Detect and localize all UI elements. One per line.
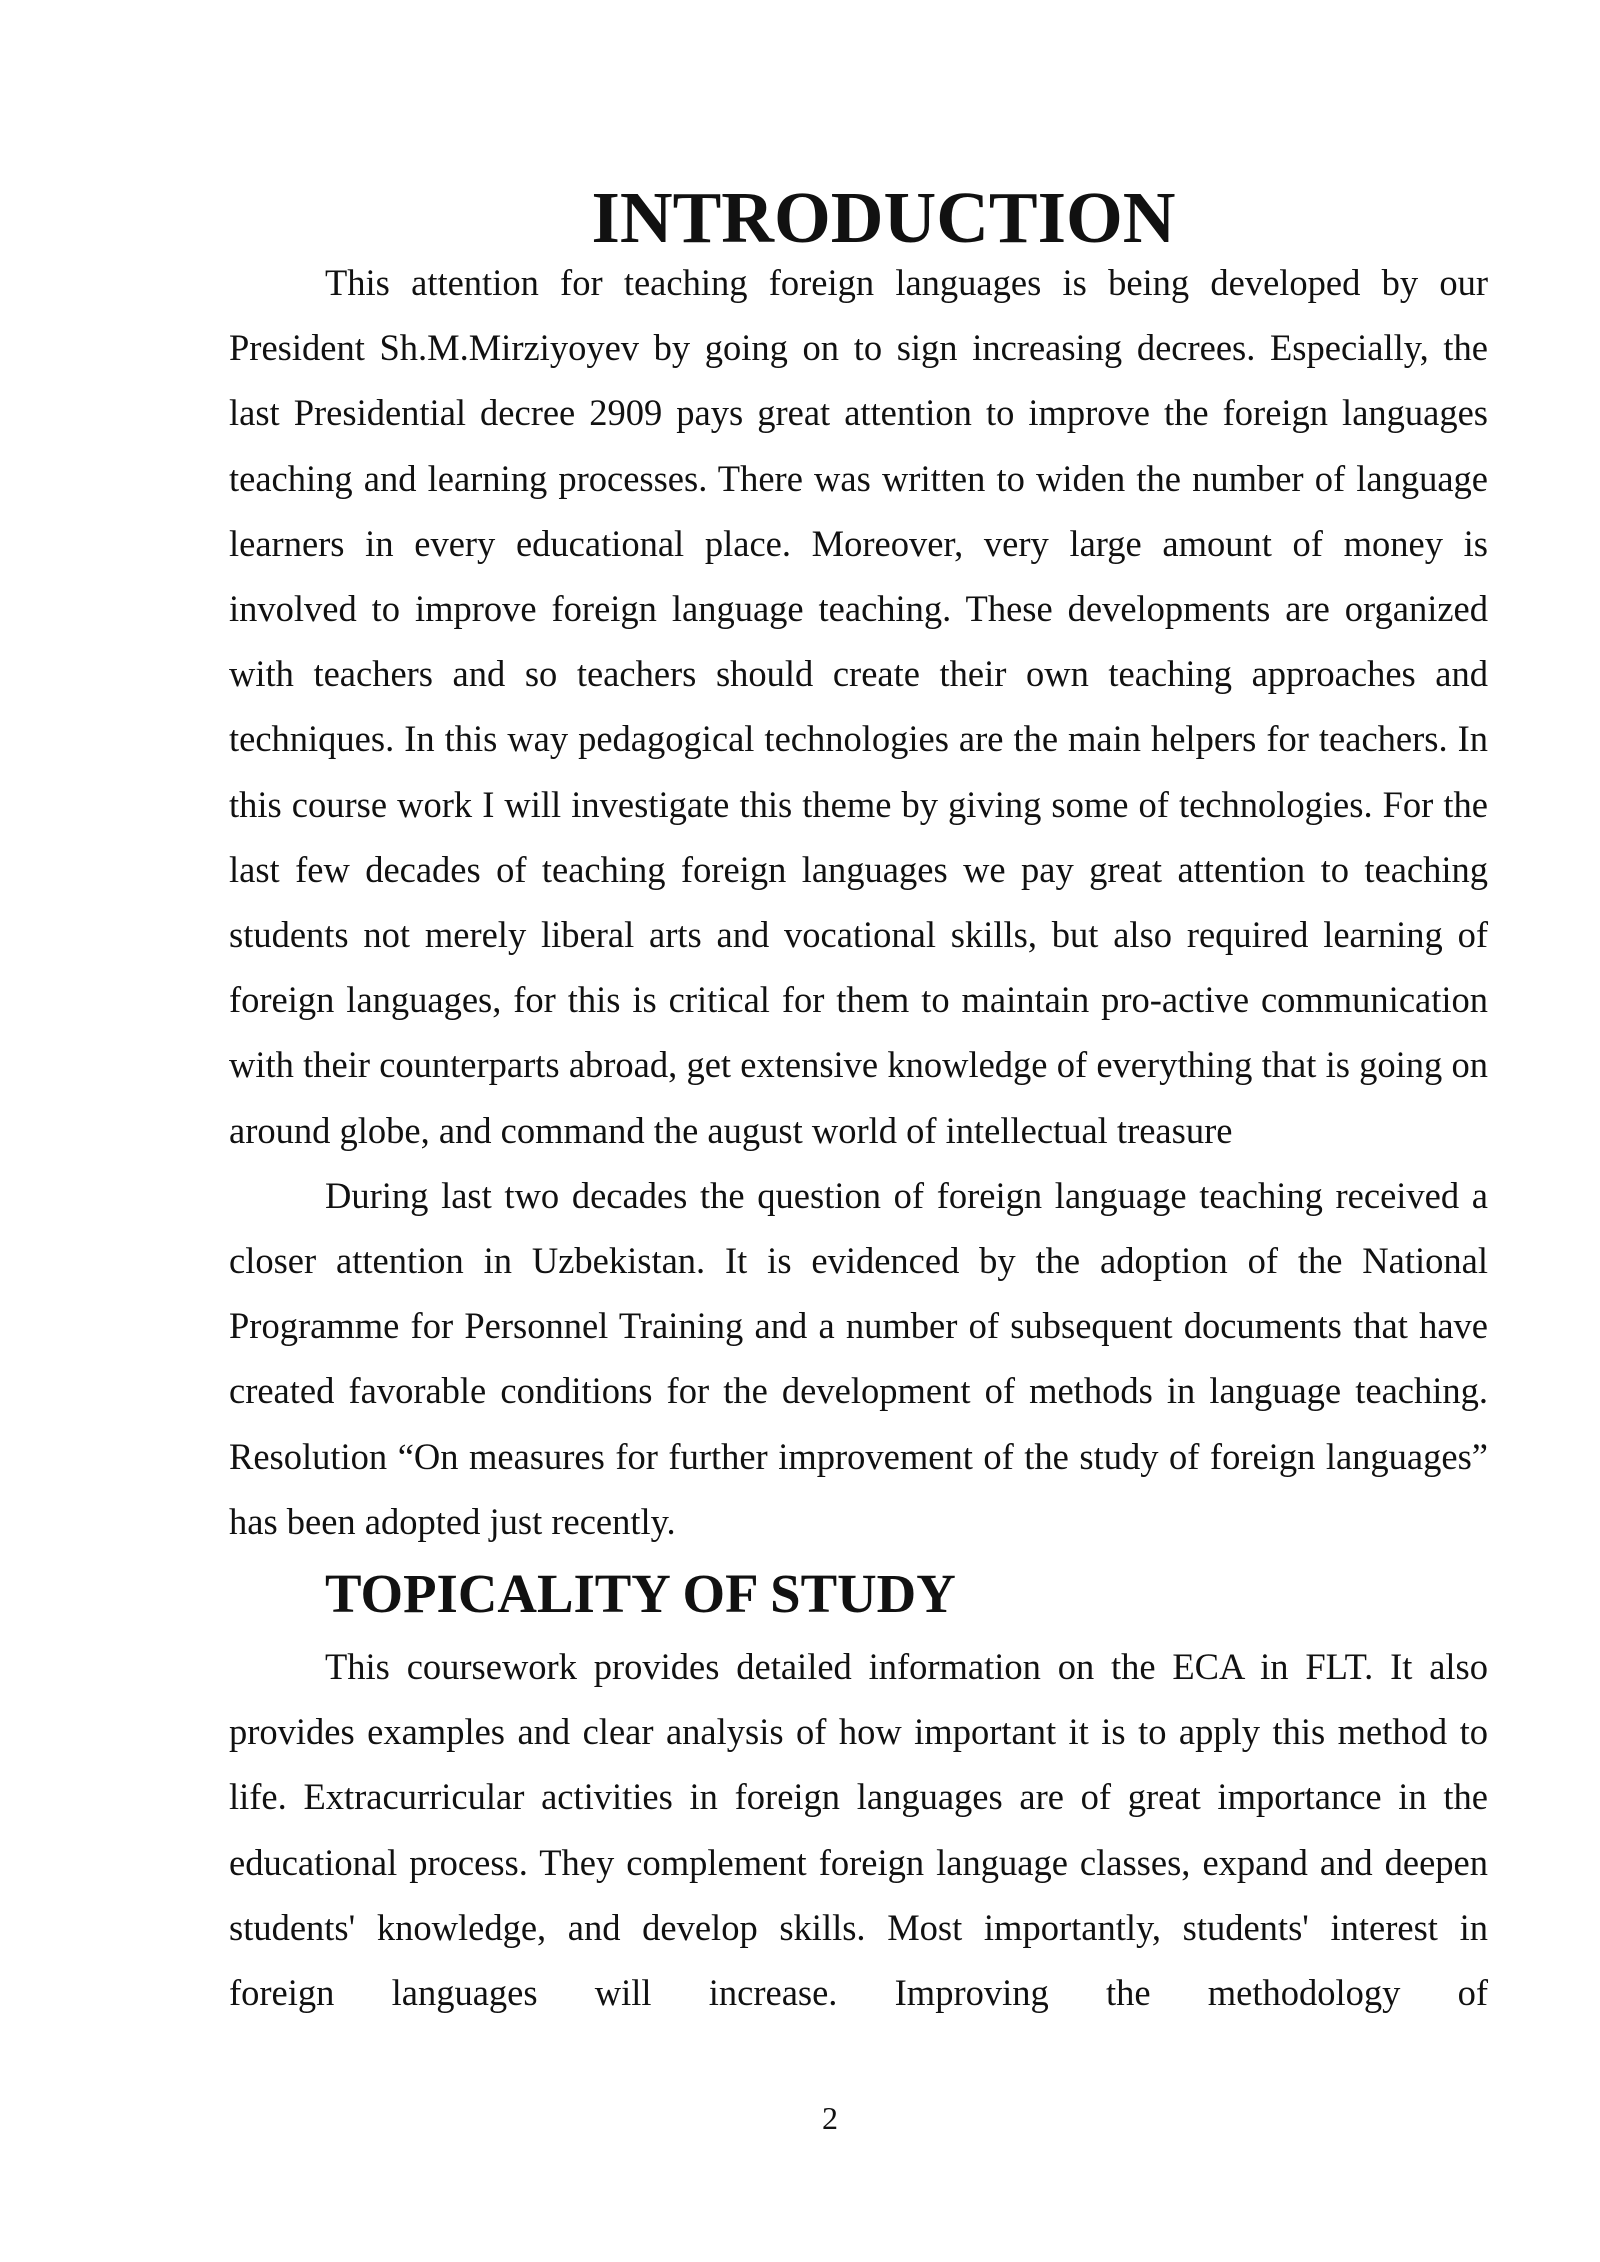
introduction-heading: INTRODUCTION — [591, 177, 1176, 258]
page-number: 2 — [822, 2100, 838, 2136]
topicality-heading: TOPICALITY OF STUDY — [325, 1563, 956, 1625]
topicality-paragraph: This coursework provides detailed information on the ECA in FLT. It also provides examples and clear analysis of how important it is to apply this method to life. Extracurricular activities in foreign languages are of great importance in the educational process. They complement foreign language classes, expand and deepen students' knowledge, and develop skills. Most importantly, students' interest in foreign languages will increase. Improving the methodology of — [229, 1646, 1488, 2014]
intro-paragraph-2: During last two decades the question of foreign language teaching received a closer attention in Uzbekistan. It is evidenced by the adoption of the National Programme for Personnel Training and a number of subsequent documents that have created favorable conditions for the development of methods in language teaching. Resolution “On measures for further improvement of the study of foreign languages” has been adopted just recently. — [229, 1174, 1488, 1542]
intro-paragraph-1: This attention for teaching foreign languages is being developed by our President Sh.M.Mirziyoyev by going on to sign increasing decrees. Especially, the last Presidential decree 2909 pays great attention to improve the foreign languages teaching and learning processes. There was written to widen the number of language learners in every educational place. Moreover, very large amount of money is involved to improve foreign language teaching. These developments are organized with teachers and so teachers should create their own teaching approaches and techniques. In this way pedagogical technologies are the main helpers for teachers. In this course work I will investigate this theme by giving some of technologies. For the last few decades of teaching foreign languages we pay great attention to teaching students not merely liberal arts and vocational skills, but also required learning of foreign languages, for this is critical for them to maintain pro-active communication with their counterparts abroad, get extensive knowledge of everything that is going on around globe, and command the august world of intellectual treasure — [229, 262, 1488, 1151]
page-body — [229, 177, 1488, 2025]
